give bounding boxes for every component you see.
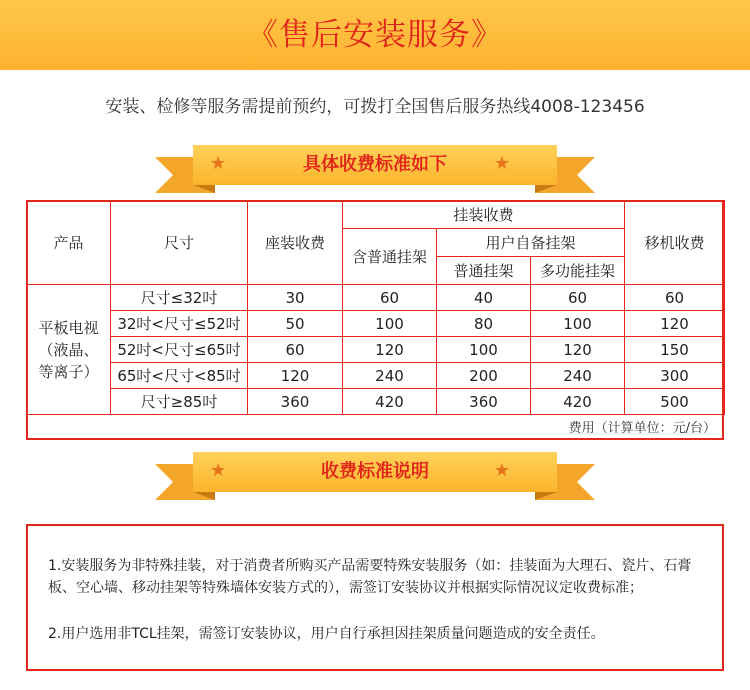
fee-standard-banner bbox=[155, 145, 595, 193]
unit-note: 费用（计算单位：元/台） bbox=[568, 421, 716, 436]
header-size: 尺寸 bbox=[111, 201, 248, 285]
multi-bracket-cell: 420 bbox=[531, 389, 625, 415]
table-row bbox=[27, 337, 725, 363]
move-fee-cell: 300 bbox=[625, 363, 725, 389]
size-cell: 尺寸≥85吋 bbox=[111, 389, 248, 415]
notes-box bbox=[26, 524, 724, 671]
seat-fee-cell: 360 bbox=[248, 389, 343, 415]
move-fee-cell: 500 bbox=[625, 389, 725, 415]
seat-fee-cell: 60 bbox=[248, 337, 343, 363]
star-icon: ★ bbox=[210, 460, 227, 481]
normal-bracket-cell: 80 bbox=[437, 311, 531, 337]
star-icon: ★ bbox=[493, 460, 510, 481]
fee-explanation-banner bbox=[155, 452, 595, 500]
star-icon: ★ bbox=[493, 153, 510, 174]
note-item-1: 1.安装服务为非特殊挂装，对于消费者所购买产品需要特殊安装服务（如：挂装面为大理石、瓷片、石膏板、空心墙、移动挂架等特殊墙体安装方式的），需签订安装协议并根据实际情况议定收费标准； bbox=[48, 558, 692, 596]
header-hang-fee: 挂装收费 bbox=[343, 201, 625, 229]
header-multi-bracket: 多功能挂架 bbox=[531, 257, 625, 285]
star-icon: ★ bbox=[210, 153, 227, 174]
normal-bracket-cell: 40 bbox=[437, 285, 531, 311]
multi-bracket-cell: 100 bbox=[531, 311, 625, 337]
multi-bracket-cell: 60 bbox=[531, 285, 625, 311]
header-normal-bracket: 普通挂架 bbox=[437, 257, 531, 285]
title-bar bbox=[0, 0, 750, 70]
seat-fee-cell: 30 bbox=[248, 285, 343, 311]
header-user-bracket: 用户自备挂架 bbox=[437, 229, 625, 257]
header-move-fee: 移机收费 bbox=[625, 201, 725, 285]
size-cell: 尺寸≤32吋 bbox=[111, 285, 248, 311]
page-title: 《售后安装服务》 bbox=[247, 17, 503, 53]
note-item-2: 2.用户选用非TCL挂架，需签订安装协议，用户自行承担因挂架质量问题造成的安全责任。 bbox=[48, 626, 605, 642]
move-fee-cell: 60 bbox=[625, 285, 725, 311]
incl-bracket-cell: 240 bbox=[343, 363, 437, 389]
multi-bracket-cell: 240 bbox=[531, 363, 625, 389]
move-fee-cell: 120 bbox=[625, 311, 725, 337]
banner-label: 收费标准说明 bbox=[321, 461, 429, 482]
size-cell: 65吋<尺寸<85吋 bbox=[111, 363, 248, 389]
multi-bracket-cell: 120 bbox=[531, 337, 625, 363]
incl-bracket-cell: 420 bbox=[343, 389, 437, 415]
banner-label: 具体收费标准如下 bbox=[303, 154, 447, 175]
hotline-text: 安装、检修等服务需提前预约，可拨打全国售后服务热线4008-123456 bbox=[105, 97, 645, 117]
incl-bracket-cell: 60 bbox=[343, 285, 437, 311]
move-fee-cell: 150 bbox=[625, 337, 725, 363]
seat-fee-cell: 50 bbox=[248, 311, 343, 337]
fee-table bbox=[26, 200, 725, 415]
header-product: 产品 bbox=[27, 201, 111, 285]
normal-bracket-cell: 100 bbox=[437, 337, 531, 363]
header-seat-fee: 座装收费 bbox=[248, 201, 343, 285]
header-incl-bracket: 含普通挂架 bbox=[343, 229, 437, 285]
table-row bbox=[27, 363, 725, 389]
normal-bracket-cell: 200 bbox=[437, 363, 531, 389]
incl-bracket-cell: 120 bbox=[343, 337, 437, 363]
size-cell: 52吋<尺寸≤65吋 bbox=[111, 337, 248, 363]
seat-fee-cell: 120 bbox=[248, 363, 343, 389]
incl-bracket-cell: 100 bbox=[343, 311, 437, 337]
size-cell: 32吋<尺寸≤52吋 bbox=[111, 311, 248, 337]
product-cell: 平板电视（液晶、等离子） bbox=[27, 285, 111, 415]
table-row bbox=[27, 311, 725, 337]
table-row bbox=[27, 389, 725, 415]
table-row bbox=[27, 285, 725, 311]
normal-bracket-cell: 360 bbox=[437, 389, 531, 415]
